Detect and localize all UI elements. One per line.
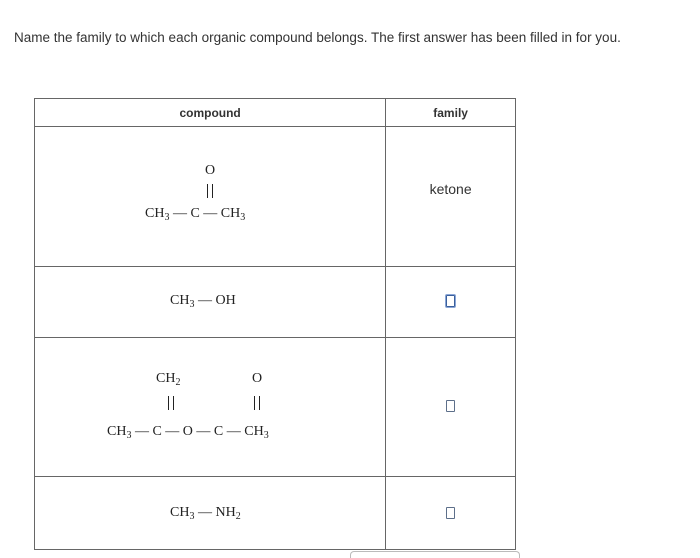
table-row xyxy=(35,267,516,338)
table-row xyxy=(35,127,516,267)
family-answer-input[interactable] xyxy=(446,295,455,307)
oxygen-atom: O xyxy=(205,163,216,178)
family-answer-input[interactable] xyxy=(446,400,455,412)
oxygen-atom: O xyxy=(252,371,263,386)
compound-cell xyxy=(35,127,386,267)
formula-text: $CH_3$ — C — O — C — $CH_3$ xyxy=(107,424,269,441)
formula-text: $CH_3$ — C — $CH_3$ xyxy=(145,206,246,223)
header-compound: compound xyxy=(35,99,386,127)
family-cell xyxy=(386,127,516,267)
table-row xyxy=(35,477,516,550)
double-bond xyxy=(168,396,174,410)
family-cell[interactable] xyxy=(386,267,516,338)
ch2-group: $CH_2$ xyxy=(156,371,181,388)
compound-cell xyxy=(35,267,386,338)
family-answer-input[interactable] xyxy=(446,507,455,519)
family-cell[interactable] xyxy=(386,338,516,477)
double-bond xyxy=(254,396,260,410)
formula-text: $CH_3$ — $NH_2$ xyxy=(170,505,241,522)
compound-cell xyxy=(35,477,386,550)
family-answer: ketone xyxy=(429,180,472,197)
family-cell[interactable] xyxy=(386,477,516,550)
compound-family-table xyxy=(34,98,516,550)
header-family: family xyxy=(386,99,516,127)
instruction-text: Name the family to which each organic compound belongs. The first answer has been filled in for you. xyxy=(14,30,621,45)
formula-text: $CH_3$ — OH xyxy=(170,293,236,310)
table-row xyxy=(35,338,516,477)
compound-cell xyxy=(35,338,386,477)
double-bond xyxy=(207,184,213,198)
